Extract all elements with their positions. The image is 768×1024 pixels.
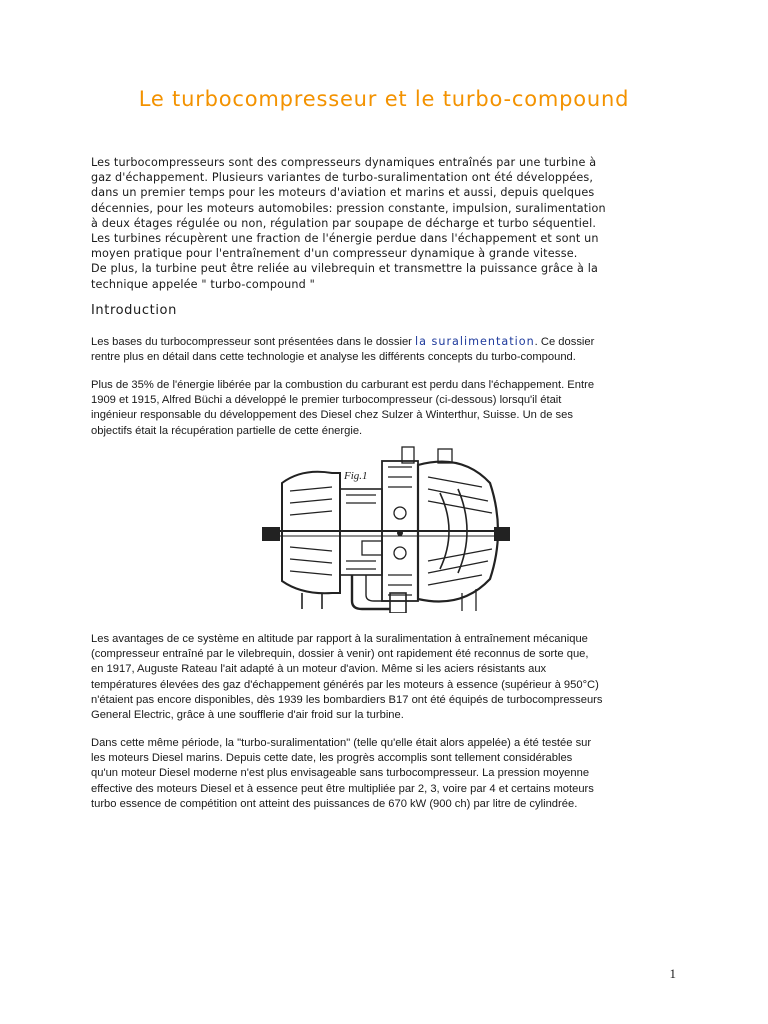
intro-line: décennies, pour les moteurs automobiles: pression constante, impulsion, suralimentation xyxy=(91,201,606,215)
paragraph-line: turbo essence de compétition ont atteint des puissances de 670 kW (900 ch) par litre de cylindrée. xyxy=(91,797,578,810)
text-segment: Les bases du turbocompresseur sont présentées dans le dossier xyxy=(91,336,416,348)
paragraph-line: Dans cette même période, la "turbo-suralimentation" (telle qu'elle était alors appelée) a été testée sur xyxy=(91,737,592,749)
text-segment: . Ce dossier xyxy=(534,336,595,348)
intro-line: dans un premier temps pour les moteurs d'aviation et marins et aussi, depuis quelques xyxy=(91,186,595,200)
section-heading-introduction: Introduction xyxy=(91,303,177,318)
paragraph-line: qu'un moteur Diesel moderne n'est plus envisageable sans turbocompresseur. La pression moyenne xyxy=(91,767,590,780)
paragraph-energy xyxy=(91,378,691,439)
figure-label: Fig.1 xyxy=(344,470,368,482)
paragraph-line: General Electric, grâce à une soufflerie d'air froid sur la turbine. xyxy=(91,709,404,722)
paragraph-line: 1909 et 1915, Alfred Büchi a développé le premier turbocompresseur (ci-dessous) lorsqu'il était xyxy=(91,394,562,407)
intro-line: moyen pratique pour l'entraînement d'un compresseur dynamique à grande vitesse. xyxy=(91,247,578,261)
intro-line: Les turbocompresseurs sont des compresseurs dynamiques entraînés par une turbine à xyxy=(91,156,597,169)
paragraph-line: ingénieur responsable du développement des Diesel chez Sulzer à Winterthur, Suisse. Un de ses xyxy=(91,409,573,422)
intro-line: Les turbines récupèrent une fraction de l'énergie perdue dans l'échappement et sont un xyxy=(91,232,599,246)
intro-line: gaz d'échappement. Plusieurs variantes de turbo-suralimentation ont été développées, xyxy=(91,171,594,185)
paragraph-line: en 1917, Auguste Rateau l'ait adapté à un moteur d'avion. Même si les aciers résistants aux xyxy=(91,663,547,676)
paragraph-line: n'étaient pas encore disponibles, dès 1939 les bombardiers B17 ont été équipés de turbocompresseurs xyxy=(91,693,603,706)
paragraph-line xyxy=(91,334,691,350)
paragraph-line: rentre plus en détail dans cette technologie et analyse les différents concepts du turbo-compound. xyxy=(91,351,576,364)
page-number: 1 xyxy=(669,966,676,981)
intro-line: De plus, la turbine peut être reliée au vilebrequin et transmettre la puissance grâce à la xyxy=(91,262,598,276)
intro-line: technique appelée " turbo-compound " xyxy=(91,277,315,291)
paragraph-diesel xyxy=(91,736,691,812)
paragraph-bases xyxy=(91,334,691,365)
intro-paragraph xyxy=(91,155,691,292)
paragraph-line: Les avantages de ce système en altitude par rapport à la suralimentation à entraînement mécanique xyxy=(91,633,588,645)
intro-line: à deux étages régulée ou non, régulation par soupape de décharge et turbo séquentiel. xyxy=(91,216,597,230)
page-title: Le turbocompresseur et le turbo-compound xyxy=(138,87,630,111)
paragraph-line: (compresseur entraîné par le vilebrequin, dossier à venir) ont rapidement été reconnus de sorte que, xyxy=(91,648,589,661)
link-la-suralimentation[interactable]: la suralimentation xyxy=(415,335,535,348)
paragraph-line: objectifs était la récupération partielle de cette énergie. xyxy=(91,424,363,437)
paragraph-line: températures élevées des gaz d'échappement générés par les moteurs à essence (supérieur à 950°C) xyxy=(91,678,599,691)
turbocharger-patent-figure xyxy=(262,443,510,613)
paragraph-line: effective des moteurs Diesel et à essence peut être multipliée par 2, 3, voire par 4 et certains moteurs xyxy=(91,782,594,795)
paragraph-line: les moteurs Diesel marins. Depuis cette date, les progrès accomplis sont tellement considérables xyxy=(91,752,573,765)
paragraph-line: Plus de 35% de l'énergie libérée par la combustion du carburant est perdu dans l'échappement. Entre xyxy=(91,379,595,391)
paragraph-advantages xyxy=(91,632,691,723)
